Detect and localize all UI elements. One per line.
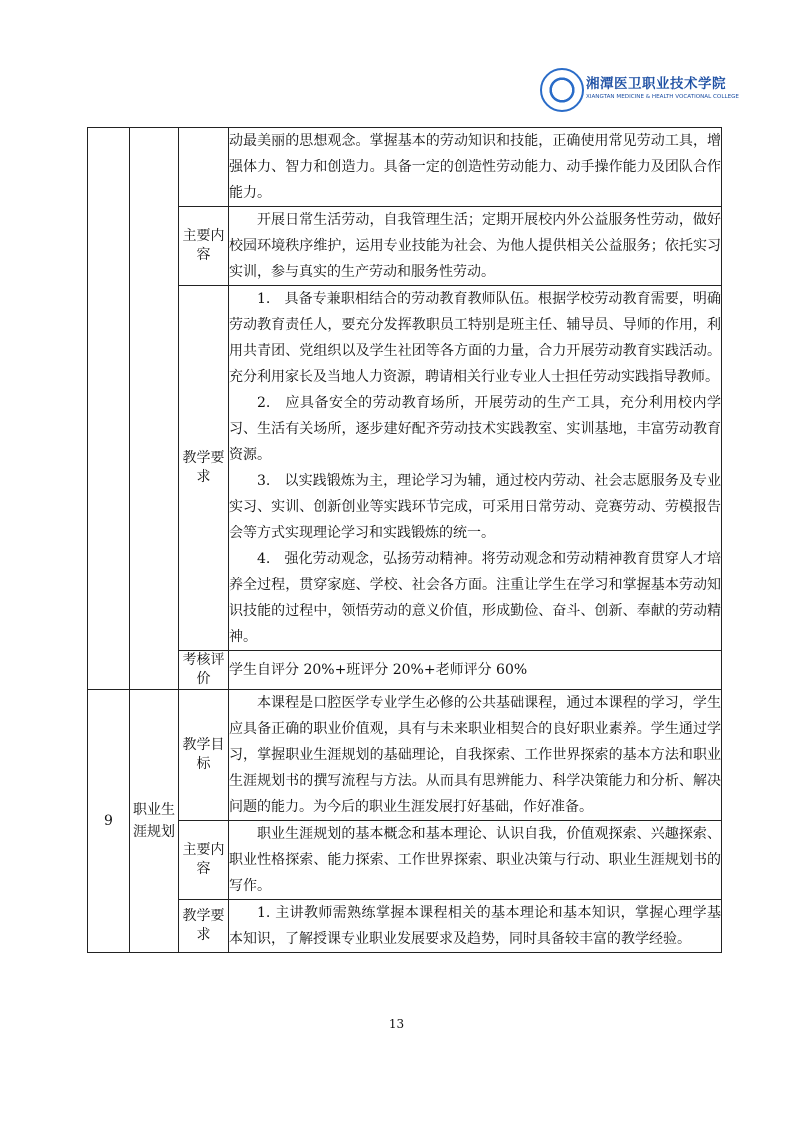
objective-label: 教学目标 xyxy=(179,690,229,821)
evaluation-text-cell xyxy=(229,651,722,690)
content-text: 职业生涯规划的基本概念和基本理论、认识自我，价值观探索、兴趣探索、职业性格探索、能力探索、工作世界探索、职业决策与行动、职业生涯规划书的写作。 xyxy=(229,826,721,894)
table-row xyxy=(88,651,722,690)
requirement-item-1: 1. 具备专兼职相结合的劳动教育教师队伍。根据学校劳动教育需要，明确劳动教育责任人，要充分发挥教职员工特别是班主任、辅导员、导师的作用，利用共青团、党组织以及学生社团等各方面的力量，合力开展劳动教育实践活动。充分利用家长及当地人力资源，聘请相关行业专业人士担任劳动实践指导教师。 xyxy=(229,291,721,385)
content-text-cell xyxy=(229,821,722,900)
course-number: 9 xyxy=(88,690,130,953)
requirements-label: 教学要求 xyxy=(179,900,229,953)
objective-label-cell xyxy=(179,128,229,207)
requirement-item-4: 4. 强化劳动观念，弘扬劳动精神。将劳动观念和劳动精神教育贯穿人才培养全过程，贯穿家庭、学校、社会各方面。注重让学生在学习和掌握基本劳动知识技能的过程中，领悟劳动的意义价值，形成勤俭、奋斗、创新、奉献的劳动精神。 xyxy=(229,551,721,645)
requirement-item-2: 2. 应具备安全的劳动教育场所，开展劳动的生产工具，充分利用校内学习、生活有关场所，逐步建好配齐劳动技术实践教室、实训基地，丰富劳动教育资源。 xyxy=(229,395,721,463)
curriculum-table xyxy=(87,127,722,953)
table-row xyxy=(88,128,722,207)
table-row xyxy=(88,690,722,821)
table-row xyxy=(88,207,722,286)
objective-text: 本课程是口腔医学专业学生必修的公共基础课程，通过本课程的学习，学生应具备正确的职业价值观，具有与未来职业相契合的良好职业素养。学生通过学习，掌握职业生涯规划的基础理论，自我探索、工作世界探索的基本方法和职业生涯规划书的撰写流程与方法。从而具有思辨能力、科学决策能力和分析、解决问题的能力。为今后的职业生涯发展打好基础，作好准备。 xyxy=(229,695,721,815)
requirement-item-3: 3. 以实践锻炼为主，理论学习为辅，通过校内劳动、社会志愿服务及专业实习、实训、创新创业等实践环节完成，可采用日常劳动、竞赛劳动、劳模报告会等方式实现理论学习和实践锻炼的统一。 xyxy=(229,473,721,541)
requirements-label: 教学要求 xyxy=(179,286,229,651)
requirements-text-cell xyxy=(229,900,722,953)
table-row xyxy=(88,821,722,900)
objective-text-cell xyxy=(229,690,722,821)
evaluation-label: 考核评价 xyxy=(179,651,229,690)
logo-english-name: XIANGTAN MEDICINE & HEALTH VOCATIONAL COLLEGE xyxy=(586,94,739,100)
course-name-cell xyxy=(130,128,179,690)
content-label: 主要内容 xyxy=(179,821,229,900)
college-logo xyxy=(540,68,739,112)
college-seal-icon xyxy=(540,68,584,112)
course-name: 职业生涯规划 xyxy=(130,690,179,953)
content-label: 主要内容 xyxy=(179,207,229,286)
objective-text: 动最美丽的思想观念。掌握基本的劳动知识和技能，正确使用常见劳动工具，增强体力、智力和创造力。具备一定的创造性劳动能力、动手操作能力及团队合作能力。 xyxy=(229,133,721,201)
objective-text-cell xyxy=(229,128,722,207)
table-row xyxy=(88,900,722,953)
course-number-cell xyxy=(88,128,130,690)
requirement-item-1: 1. 主讲教师需熟练掌握本课程相关的基本理论和基本知识，掌握心理学基本知识，了解授课专业职业发展要求及趋势，同时具备较丰富的教学经验。 xyxy=(229,905,721,947)
content-text-cell xyxy=(229,207,722,286)
content-text: 开展日常生活劳动，自我管理生活；定期开展校内外公益服务性劳动，做好校园环境秩序维护，运用专业技能为社会、为他人提供相关公益服务；依托实习实训，参与真实的生产劳动和服务性劳动。 xyxy=(229,212,721,280)
requirements-text-cell xyxy=(229,286,722,651)
page-number: 13 xyxy=(388,1017,405,1031)
table-row xyxy=(88,286,722,651)
logo-chinese-name: 湘潭医卫职业技术学院 xyxy=(586,76,726,92)
evaluation-text: 学生自评分 20%+班评分 20%+老师评分 60% xyxy=(229,662,528,678)
